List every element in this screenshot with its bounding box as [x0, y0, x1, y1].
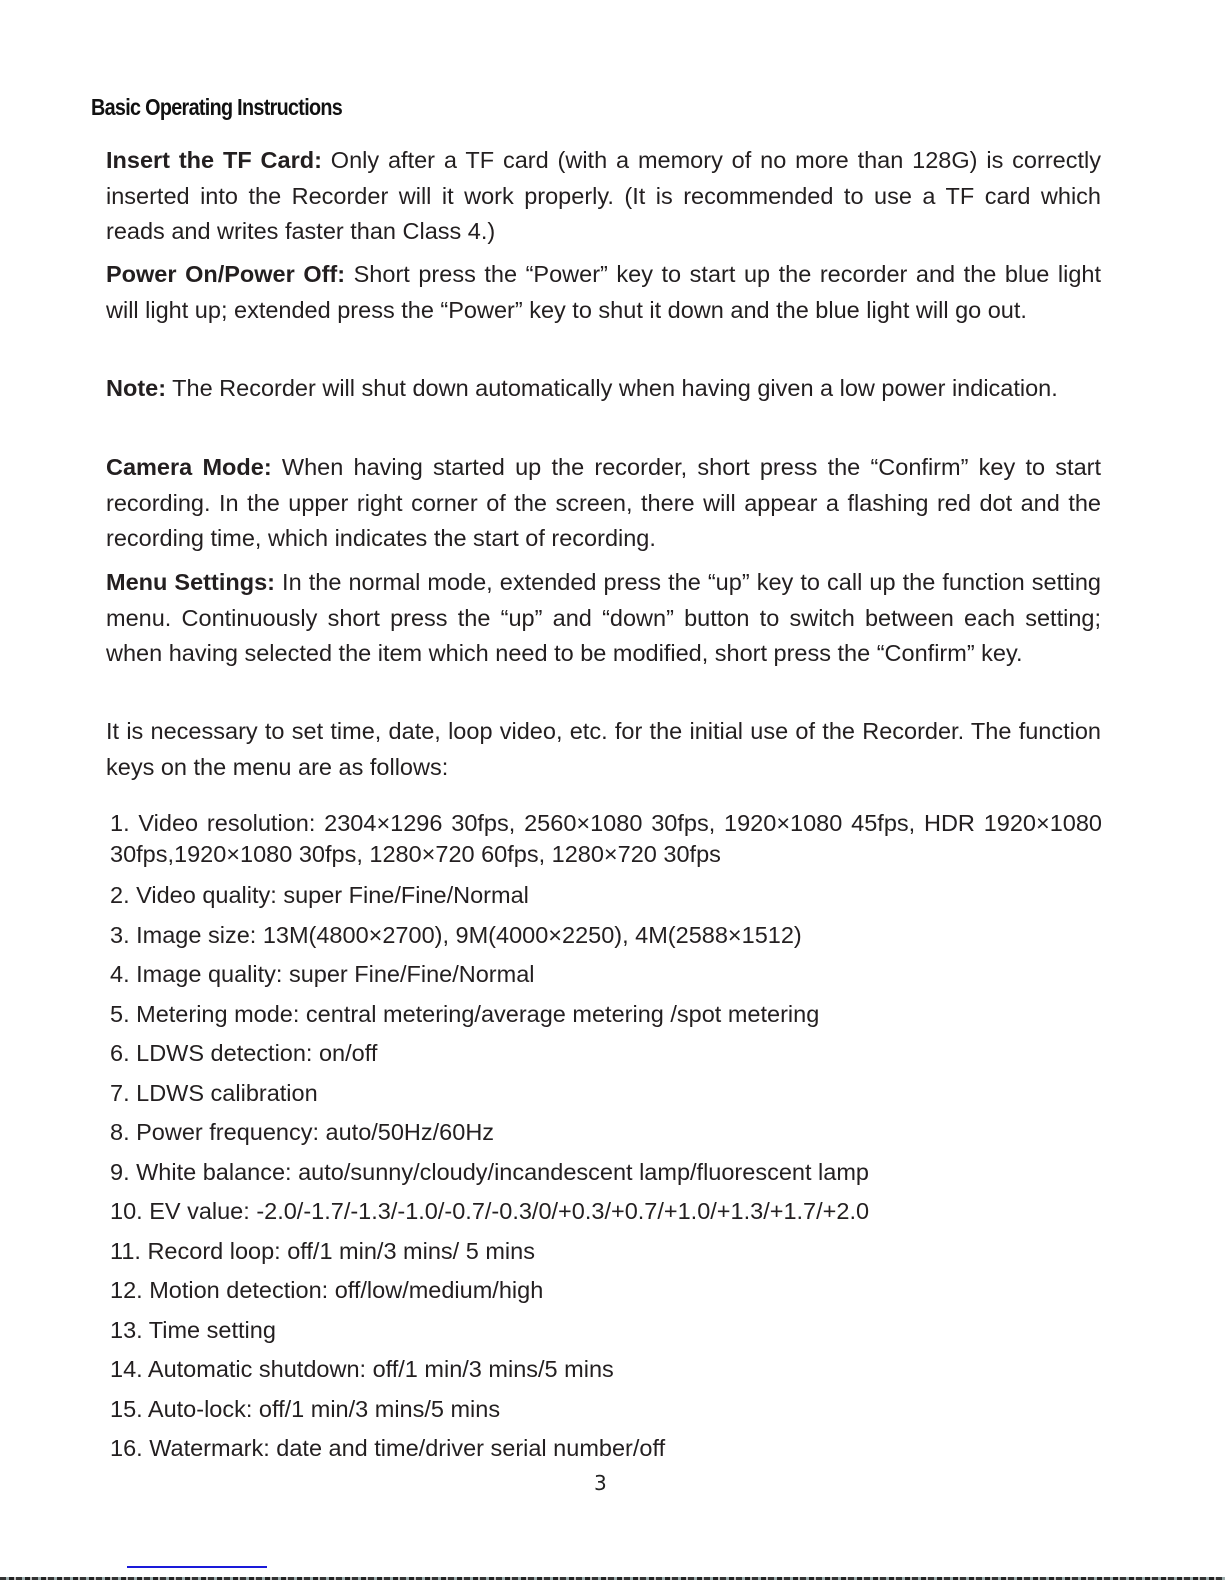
section-label: Power On/Power Off: [106, 261, 346, 287]
page-bottom-border [0, 1577, 1225, 1580]
list-item: 9. White balance: auto/sunny/cloudy/incandescent lamp/fluorescent lamp [110, 1159, 869, 1185]
section-insert-tf-card [106, 143, 1101, 250]
section-text: It is necessary to set time, date, loop video, etc. for the initial use of the Recorder. The function keys on the menu are as follows: [106, 718, 1101, 780]
list-item: 5. Metering mode: central metering/average metering /spot metering [110, 1001, 820, 1027]
page-title: Basic Operating Instructions [91, 94, 343, 120]
section-text: The Recorder will shut down automatically when having given a low power indication. [166, 375, 1058, 401]
list-item: 6. LDWS detection: on/off [110, 1040, 378, 1066]
list-item: 2. Video quality: super Fine/Fine/Normal [110, 882, 529, 908]
page-number: 3 [594, 1471, 607, 1495]
section-label: Insert the TF Card: [106, 147, 322, 173]
list-item: 11. Record loop: off/1 min/3 mins/ 5 mins [110, 1238, 535, 1264]
section-label: Menu Settings: [106, 569, 275, 595]
list-item: 14. Automatic shutdown: off/1 min/3 mins/5 mins [110, 1356, 614, 1382]
section-menu-settings [106, 565, 1101, 672]
section-text: When having started up the recorder, short press the “Confirm” key to start recording. In the upper right corner of the screen, there will appear a flashing red dot and the recording time, which indicates the start of recording. [106, 454, 1101, 551]
list-item: 15. Auto-lock: off/1 min/3 mins/5 mins [110, 1396, 501, 1422]
list-item: 3. Image size: 13M(4800×2700), 9M(4000×2250), 4M(2588×1512) [110, 922, 802, 948]
list-item: 12. Motion detection: off/low/medium/high [110, 1277, 544, 1303]
list-item: 7. LDWS calibration [110, 1080, 318, 1106]
list-item: 8. Power frequency: auto/50Hz/60Hz [110, 1119, 495, 1145]
list-item: 13. Time setting [110, 1317, 276, 1343]
list-item: 10. EV value: -2.0/-1.7/-1.3/-1.0/-0.7/-0.3/0/+0.3/+0.7/+1.0/+1.3/+1.7/+2.0 [110, 1198, 870, 1224]
list-item: 16. Watermark: date and time/driver serial number/off [110, 1435, 666, 1461]
section-label: Note: [106, 375, 167, 401]
section-text: Only after a TF card (with a memory of no more than 128G) is correctly inserted into the Recorder will it work properly. (It is recommended to use a TF card which reads and writes faster than Class 4.) [106, 147, 1101, 244]
footer-blue-rule [127, 1566, 267, 1568]
section-initial-use [106, 714, 1101, 785]
list-item: 1. Video resolution: 2304×1296 30fps, 2560×1080 30fps, 1920×1080 45fps, HDR 1920×1080 30fps,1920×1080 30fps, 1280×720 60fps, 1280×720 30fps [110, 810, 1102, 867]
list-item: 4. Image quality: super Fine/Fine/Normal [110, 961, 535, 987]
section-label: Camera Mode: [106, 454, 272, 480]
section-text: In the normal mode, extended press the “up” key to call up the function setting menu. Continuously short press the “up” and “down” button to switch between each setting; when having selected the item which need to be modified, short press the “Confirm” key. [106, 569, 1101, 666]
section-power [106, 257, 1101, 328]
section-camera-mode [106, 450, 1101, 557]
section-note [106, 371, 1101, 407]
section-text: Short press the “Power” key to start up the recorder and the blue light will light up; extended press the “Power” key to shut it down and the blue light will go out. [106, 261, 1101, 323]
